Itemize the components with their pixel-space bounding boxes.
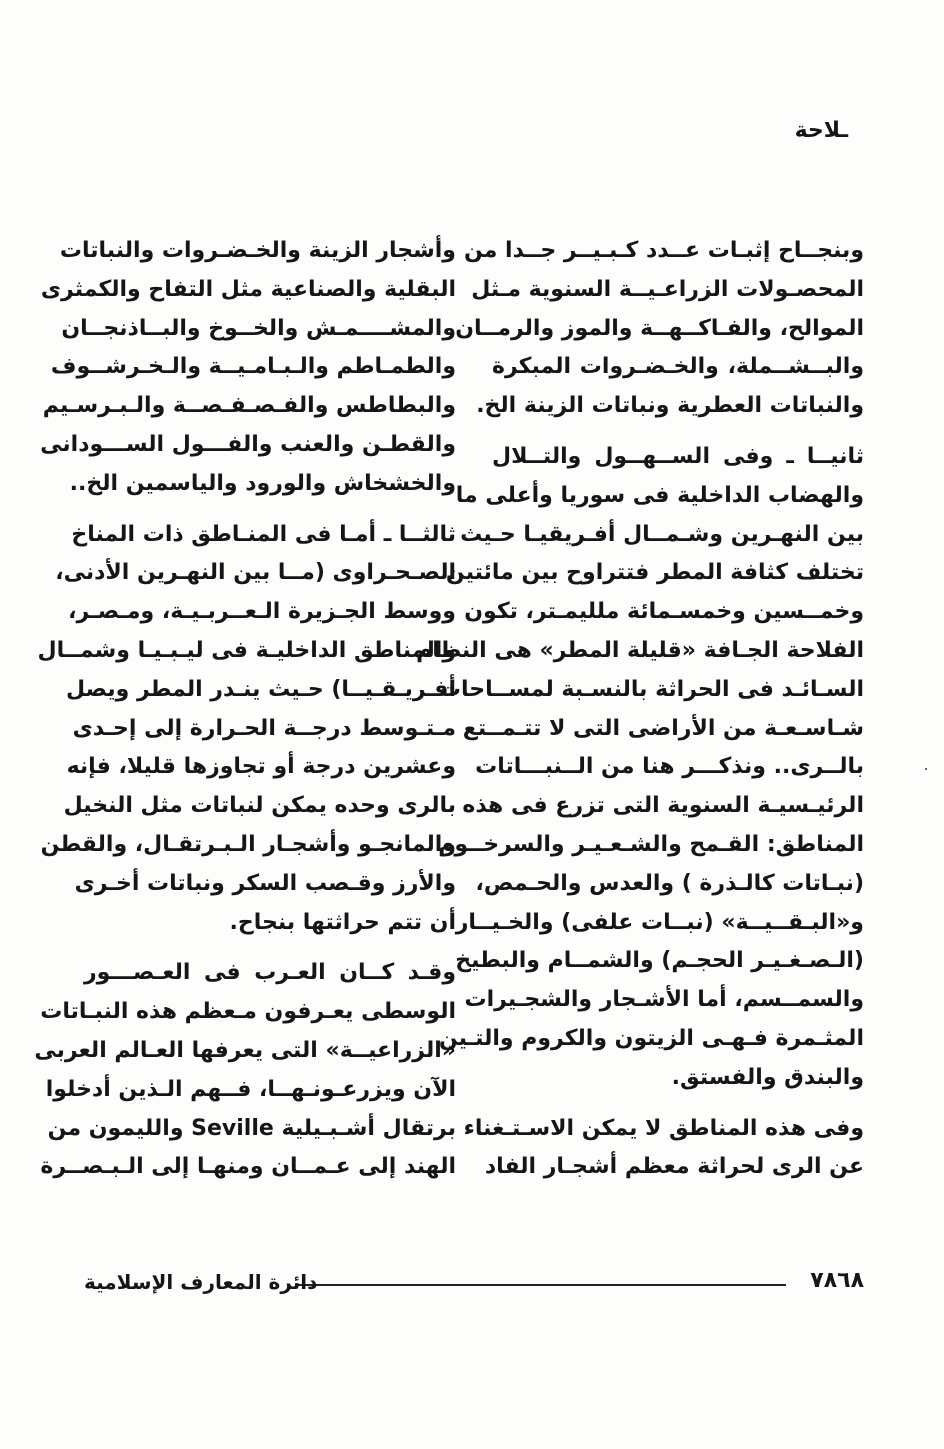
text-line: السـائـد فى الحراثة بالنسـبة لمســاحات [438,676,864,702]
text-line: أن تتم حراثتها بنجاح. [229,909,456,935]
text-line: المحصـولات الزراعـيــة السنوية مـثل [471,276,864,302]
text-line: وعشرين درجة أو تجاوزها قليلا، فإنه [66,754,456,780]
text-line: والبــشــملة، والخـضـروات المبكرة [492,354,864,380]
text-line: والطمـاطم والـبـامـيــة والـخـرشــوف [50,354,456,380]
text-line: تختلف كثافة المطر فتتراوح بين مائتين [445,560,864,586]
text-line: بالــرى.. ونذكـــر هنا من الــنبـــاتات [475,754,864,780]
text-line: الآن ويزرعـونـهــا، فــهم الـذين أدخلوا [45,1076,456,1102]
text-line: والقطـن والعنب والفـــول الســـودانى [40,431,456,457]
text-line: وخمــسين وخمسـمائة ملليمـتر، تكون [464,599,864,625]
text-line: بين النهـرين وشـمــال أفـريقيـا حـيث [460,521,864,547]
text-line: والهضاب الداخلية فى سوريا وأعلى ما [455,482,864,508]
text-line: مـتـوسط درجــة الحـرارة إلى إحـدى [72,715,456,741]
right-column [416,232,864,1187]
text-line: الرئيـسيـة السنوية التى تزرع فى هذه [462,793,864,819]
paragraph-gap [84,504,456,516]
text-line: برتقال أشـبـيلية Seville والليمون من [47,1115,456,1141]
text-line: عن الرى لحراثة معظم أشجـار الفاد [484,1154,864,1180]
text-line: (الـصـغـيـر الحجـم) والشمــام والبطيخ [455,948,864,974]
text-line: أفـريـقـيــا) حـيث ينـدر المطر ويصل [66,676,456,702]
page-number: ٧٨٦٨ [810,1268,864,1293]
text-line: وأشجار الزينة والخـضـروات والنباتات [59,238,456,263]
text-line: وقـد كــان العـرب فى العـصـــور [84,960,456,986]
page-footer [84,1268,864,1302]
text-line: الوسطى يعـرفون مـعظم هذه النبـاتات [40,999,456,1025]
text-line: الفلاحة الجـافة «قليلة المطر» هى النظام [416,637,864,663]
paragraph-gap [492,426,864,438]
text-line: (نبـاتات كالـذرة ) والعدس والحـمص، [475,870,864,896]
text-line: وفى هذه المناطق لا يمكن الاسـتـغناء [463,1115,864,1141]
text-line: وبنجــاح إثبـات عــدد كـبـيــر جــدا من [463,238,864,263]
footer-divider [296,1284,786,1286]
text-line: والمشــــمـش والخــوخ والبــاذنجــان [61,315,456,341]
text-line: والمناطق الداخليـة فى ليـبـيـا وشمــال [37,637,456,663]
text-line: «الزراعيــة» التى يعرفها العـالم العربى [34,1037,456,1063]
text-line: والسمــسم، أما الأشـجار والشجـيرات [464,987,864,1013]
text-line: البقلية والصناعية مثل التفاح والكمثرى [40,276,456,302]
text-line: والنباتات العطرية ونباتات الزينة الخ. [476,393,864,419]
text-line: و«البـقــيــة» (نبــات علفى) والخـيــار [455,909,864,935]
text-line: والأرز وقـصب السكر ونباتات أخـرى [74,870,456,896]
text-line: المثـمرة فـهـى الزيتون والكروم والتـين [438,1025,864,1051]
left-column [34,232,456,1187]
text-line: والبطاطس والفـصـفـصــة والـبـرسـيم [42,393,456,419]
margin-speck [925,768,927,770]
text-line: شـاسـعـة من الأراضى التى لا تتـمــتع [462,715,864,741]
text-line: ثالثــا ـ أمـا فى المنـاطق ذات المناخ [71,521,456,547]
text-line: ثانيــا ـ وفى الســهــول والتــلال [492,443,864,469]
text-line: المناطق: القـمح والشـعـيـر والسرخــوم [438,831,864,857]
text-line: بالرى وحده يمكن لنباتات مثل النخيل [63,793,456,819]
text-line: والخشخاش والورود والياسمين الخ.. [69,470,456,496]
paragraph-gap [492,1098,864,1110]
running-header: ـلاحة [794,118,848,143]
text-line: والمانجـو وأشجـار الـبـرتقـال، والقطن [40,831,456,857]
publication-title: دائرة المعارف الإسلامية [84,1270,318,1294]
text-line: الهند إلى عـمــان ومنهـا إلى الـبـصــرة [40,1154,456,1180]
text-line: الصـحـراوى (مــا بين النهـرين الأدنى، [55,560,456,586]
text-line: الموالح، والفـاكــهــة والموز والرمــان [455,315,864,341]
text-line: والبندق والفستق. [671,1064,864,1090]
text-line: ووسط الجـزيرة الـعــربـيـة، ومـصـر، [68,599,456,625]
paragraph-gap [84,942,456,954]
